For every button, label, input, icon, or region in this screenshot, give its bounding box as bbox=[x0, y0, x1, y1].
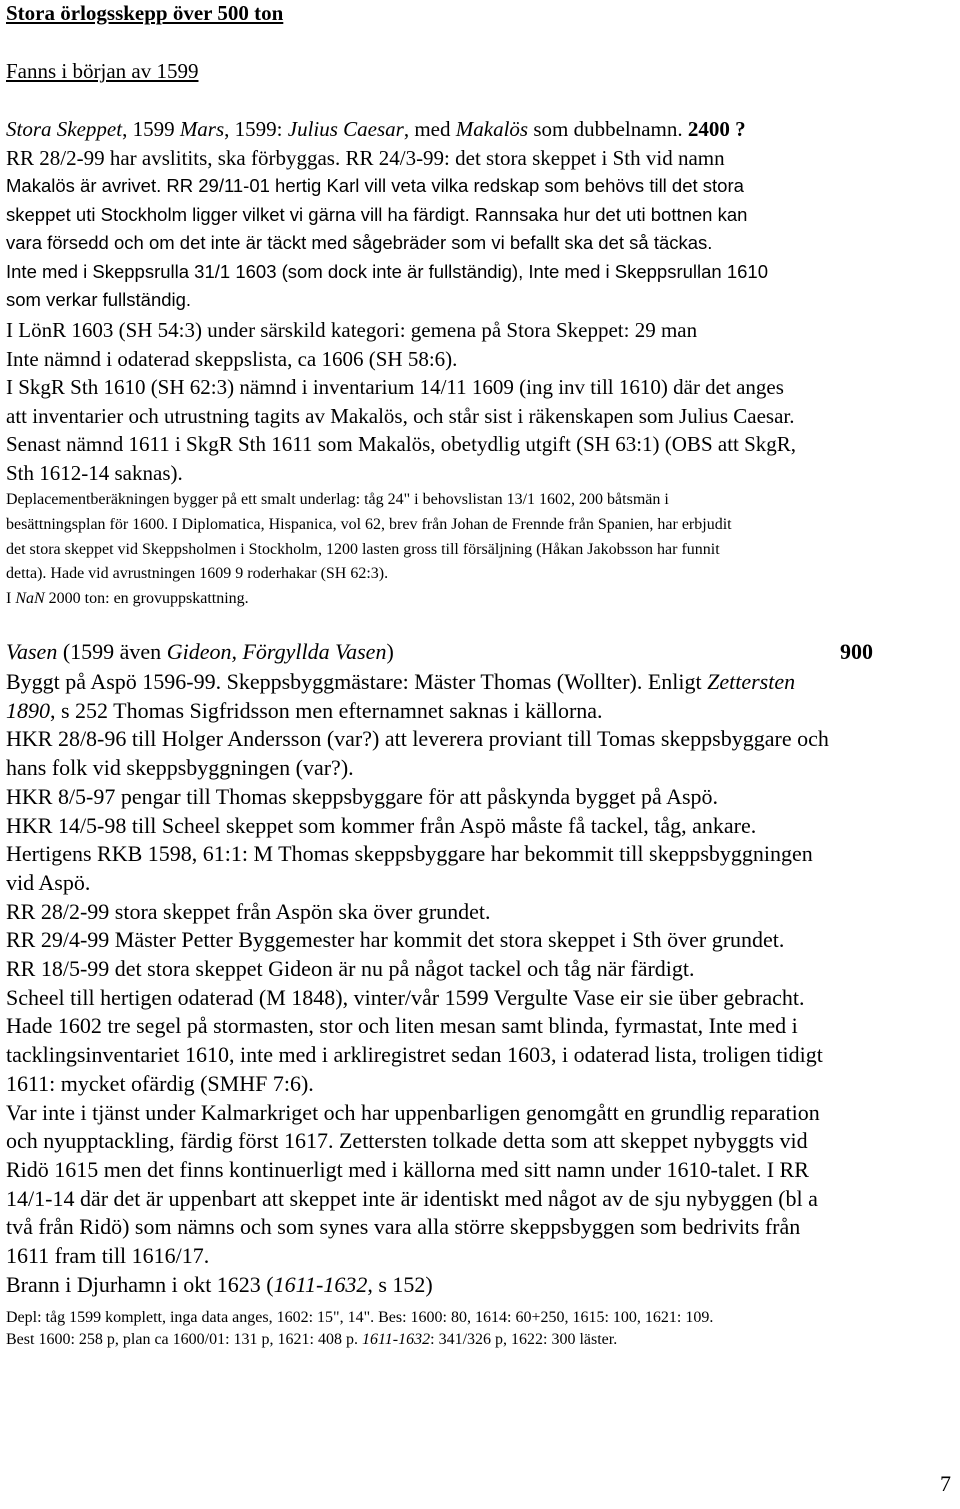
text-run: Best 1600: 258 p, plan ca 1600/01: 131 p, 1621: 408 p. bbox=[6, 1331, 362, 1349]
page-number: 7 bbox=[940, 1471, 951, 1496]
entry-vasen-heading bbox=[6, 638, 394, 666]
text-line: Hertigens RKB 1598, 61:1: M Thomas skeppsbyggare har bekommit till skeppsbyggningen bbox=[6, 841, 813, 867]
text-line: Makalös är avrivet. RR 29/11-01 hertig Karl vill veta vilka redskap som behövs till det stora bbox=[6, 175, 744, 196]
text-line bbox=[6, 668, 956, 697]
ship-alias: Gideon, Förgyllda Vasen bbox=[166, 639, 387, 664]
text-line: att inventarier och utrustning tagits av Makalös, och står sist i räkenskapen som Julius Caesar. bbox=[6, 403, 795, 428]
entry-vasen-body bbox=[6, 668, 956, 1299]
tonnage-value: 2400 ? bbox=[687, 117, 746, 141]
text-line: I SkgR Sth 1610 (SH 62:3) nämnd i inventarium 14/11 1609 (ing inv till 1610) där det anges bbox=[6, 375, 784, 400]
source-reference: 1890 bbox=[6, 697, 50, 723]
entry-vasen-stats bbox=[6, 1307, 956, 1351]
text-line: Var inte i tjänst under Kalmarkriget och har uppenbarligen genomgått en grundlig reparation bbox=[6, 1099, 820, 1125]
entry-stora-skeppet-sans bbox=[6, 172, 956, 315]
text-line: RR 28/2-99 stora skeppet från Aspön ska över grundet. bbox=[6, 898, 491, 924]
ship-name: Stora Skeppet bbox=[6, 117, 123, 141]
text-line: 1611: mycket ofärdig (SMHF 7:6). bbox=[6, 1070, 314, 1096]
text-line: som verkar fullständig. bbox=[6, 289, 192, 311]
entry-stora-skeppet bbox=[6, 115, 956, 172]
text-line: besättningsplan för 1600. I Diplomatica, Hispanica, vol 62, brev från Johan de Frennde från Spanien, har erbjudit bbox=[6, 515, 732, 533]
text-run: , 1599 bbox=[122, 117, 180, 141]
text-run: : 341/326 p, 1622: 300 läster. bbox=[430, 1331, 618, 1349]
text-run: , s 252 Thomas Sigfridsson men efternamnet saknas i källorna. bbox=[50, 697, 603, 723]
ship-name: Vasen bbox=[6, 639, 58, 664]
text-line: RR 28/2-99 har avslitits, ska förbyggas. RR 24/3-99: det stora skeppet i Sth vid namn bbox=[6, 145, 725, 170]
text-line bbox=[6, 697, 956, 726]
entry-heading-line bbox=[6, 115, 956, 144]
text-line: RR 29/4-99 Mäster Petter Byggemester har kommit det stora skeppet i Sth över grundet. bbox=[6, 927, 785, 953]
text-run: , 1599: bbox=[224, 117, 288, 141]
source-reference: NaN bbox=[15, 590, 45, 608]
text-line: Scheel till hertigen odaterad (M 1848), vinter/vår 1599 Vergulte Vase eir sie über gebracht. bbox=[6, 984, 805, 1010]
text-run: 2000 ton: en grovuppskattning. bbox=[44, 590, 249, 608]
text-line: vara försedd och om det inte är täckt med sågebräder som vi befallt ska det så täckas. bbox=[6, 232, 713, 254]
text-line: vid Aspö. bbox=[6, 869, 91, 895]
text-run: , s 152) bbox=[367, 1271, 433, 1297]
text-line: HKR 14/5-98 till Scheel skeppet som kommer från Aspö måste få tackel, tåg, ankare. bbox=[6, 812, 757, 838]
text-line: Ridö 1615 men det finns kontinuerligt med i källorna med sitt namn under 1610-talet. I RR bbox=[6, 1156, 809, 1182]
text-line: hans folk vid skeppsbyggningen (var?). bbox=[6, 755, 354, 781]
text-line: det stora skeppet vid Skeppsholmen i Stockholm, 1200 lasten gross till försäljning (Håkan Jakobsson har funnit bbox=[6, 540, 720, 558]
text-line: 1611 fram till 1616/17. bbox=[6, 1243, 210, 1269]
text-line: Inte nämnd i odaterad skeppslista, ca 1606 (SH 58:6). bbox=[6, 346, 458, 371]
text-line: detta). Hade vid avrustningen 1609 9 roderhakar (SH 62:3). bbox=[6, 565, 389, 583]
text-line: Depl: tåg 1599 komplett, inga data anges, 1602: 15", 14". Bes: 1600: 80, 1614: 60+250, 1615: 100, 1621: 109. bbox=[6, 1309, 714, 1326]
text-run: Brann i Djurhamn i okt 1623 ( bbox=[6, 1271, 274, 1297]
text-line: Deplacementberäkningen bygger på ett smalt underlag: tåg 24" i behovslistan 13/1 1602, 200 båtsmän i bbox=[6, 491, 669, 508]
source-reference: Zettersten bbox=[707, 669, 796, 694]
text-line bbox=[6, 1271, 956, 1300]
entry-stora-skeppet-notes bbox=[6, 316, 956, 488]
text-line: Inte med i Skeppsrulla 31/1 1603 (som dock inte är fullständig), Inte med i Skeppsrullan 1610 bbox=[6, 260, 769, 282]
text-line: HKR 28/8-96 till Holger Andersson (var?) att leverera proviant till Tomas skeppsbyggare och bbox=[6, 726, 829, 752]
ship-name: Makalös bbox=[455, 117, 529, 141]
text-line: två från Ridö) som nämns och som synes vara alla större skeppsbyggen som bedrivits från bbox=[6, 1214, 801, 1240]
ship-name: Julius Caesar bbox=[287, 117, 404, 141]
text-run: , med bbox=[403, 117, 456, 141]
text-line: och nyupptackling, färdig först 1617. Zettersten tolkade detta som att skeppet nybyggts vid bbox=[6, 1128, 808, 1154]
source-reference: 1611-1632 bbox=[273, 1271, 368, 1297]
section-subtitle: Fanns i början av 1599 bbox=[6, 59, 199, 83]
source-reference: 1611-1632 bbox=[361, 1331, 431, 1349]
text-run: (1599 även bbox=[57, 639, 167, 664]
text-line: skeppet uti Stockholm ligger vilket vi gärna vill ha färdigt. Rannsaka hur det uti bottnen kan bbox=[6, 203, 748, 225]
text-line: Hade 1602 tre segel på stormasten, stor och liten mesan samt blinda, fyrmastat, Inte med i bbox=[6, 1013, 798, 1039]
text-line: 14/1-14 där det är uppenbart att skeppet inte är identiskt med något av de sju nybyggen (bl a bbox=[6, 1185, 818, 1211]
text-line: HKR 8/5-97 pengar till Thomas skeppsbyggare för att påskynda bygget på Aspö. bbox=[6, 783, 719, 809]
entry-stora-skeppet-small bbox=[6, 488, 956, 612]
ship-name: Mars bbox=[179, 117, 225, 141]
text-line: tacklingsinventariet 1610, inte med i arkliregistret sedan 1603, i odaterad lista, troligen tidigt bbox=[6, 1042, 823, 1068]
text-line bbox=[6, 587, 956, 612]
text-line: RR 18/5-99 det stora skeppet Gideon är nu på något tackel och tåg när färdigt. bbox=[6, 956, 695, 982]
text-run: I bbox=[6, 590, 16, 608]
text-line: I LönR 1603 (SH 54:3) under särskild kategori: gemena på Stora Skeppet: 29 man bbox=[6, 318, 698, 342]
tonnage-value: 900 bbox=[840, 639, 873, 664]
text-line: Sth 1612-14 saknas). bbox=[6, 460, 183, 485]
text-line bbox=[6, 1329, 956, 1351]
text-run: som dubbelnamn. bbox=[528, 117, 688, 141]
text-run: ) bbox=[386, 639, 394, 664]
text-run: Byggt på Aspö 1596-99. Skeppsbyggmästare: Mäster Thomas (Wollter). Enligt bbox=[6, 669, 708, 694]
section-title: Stora örlogsskepp över 500 ton bbox=[6, 1, 284, 25]
text-line: Senast nämnd 1611 i SkgR Sth 1611 som Makalös, obetydlig utgift (SH 63:1) (OBS att SkgR, bbox=[6, 432, 797, 457]
